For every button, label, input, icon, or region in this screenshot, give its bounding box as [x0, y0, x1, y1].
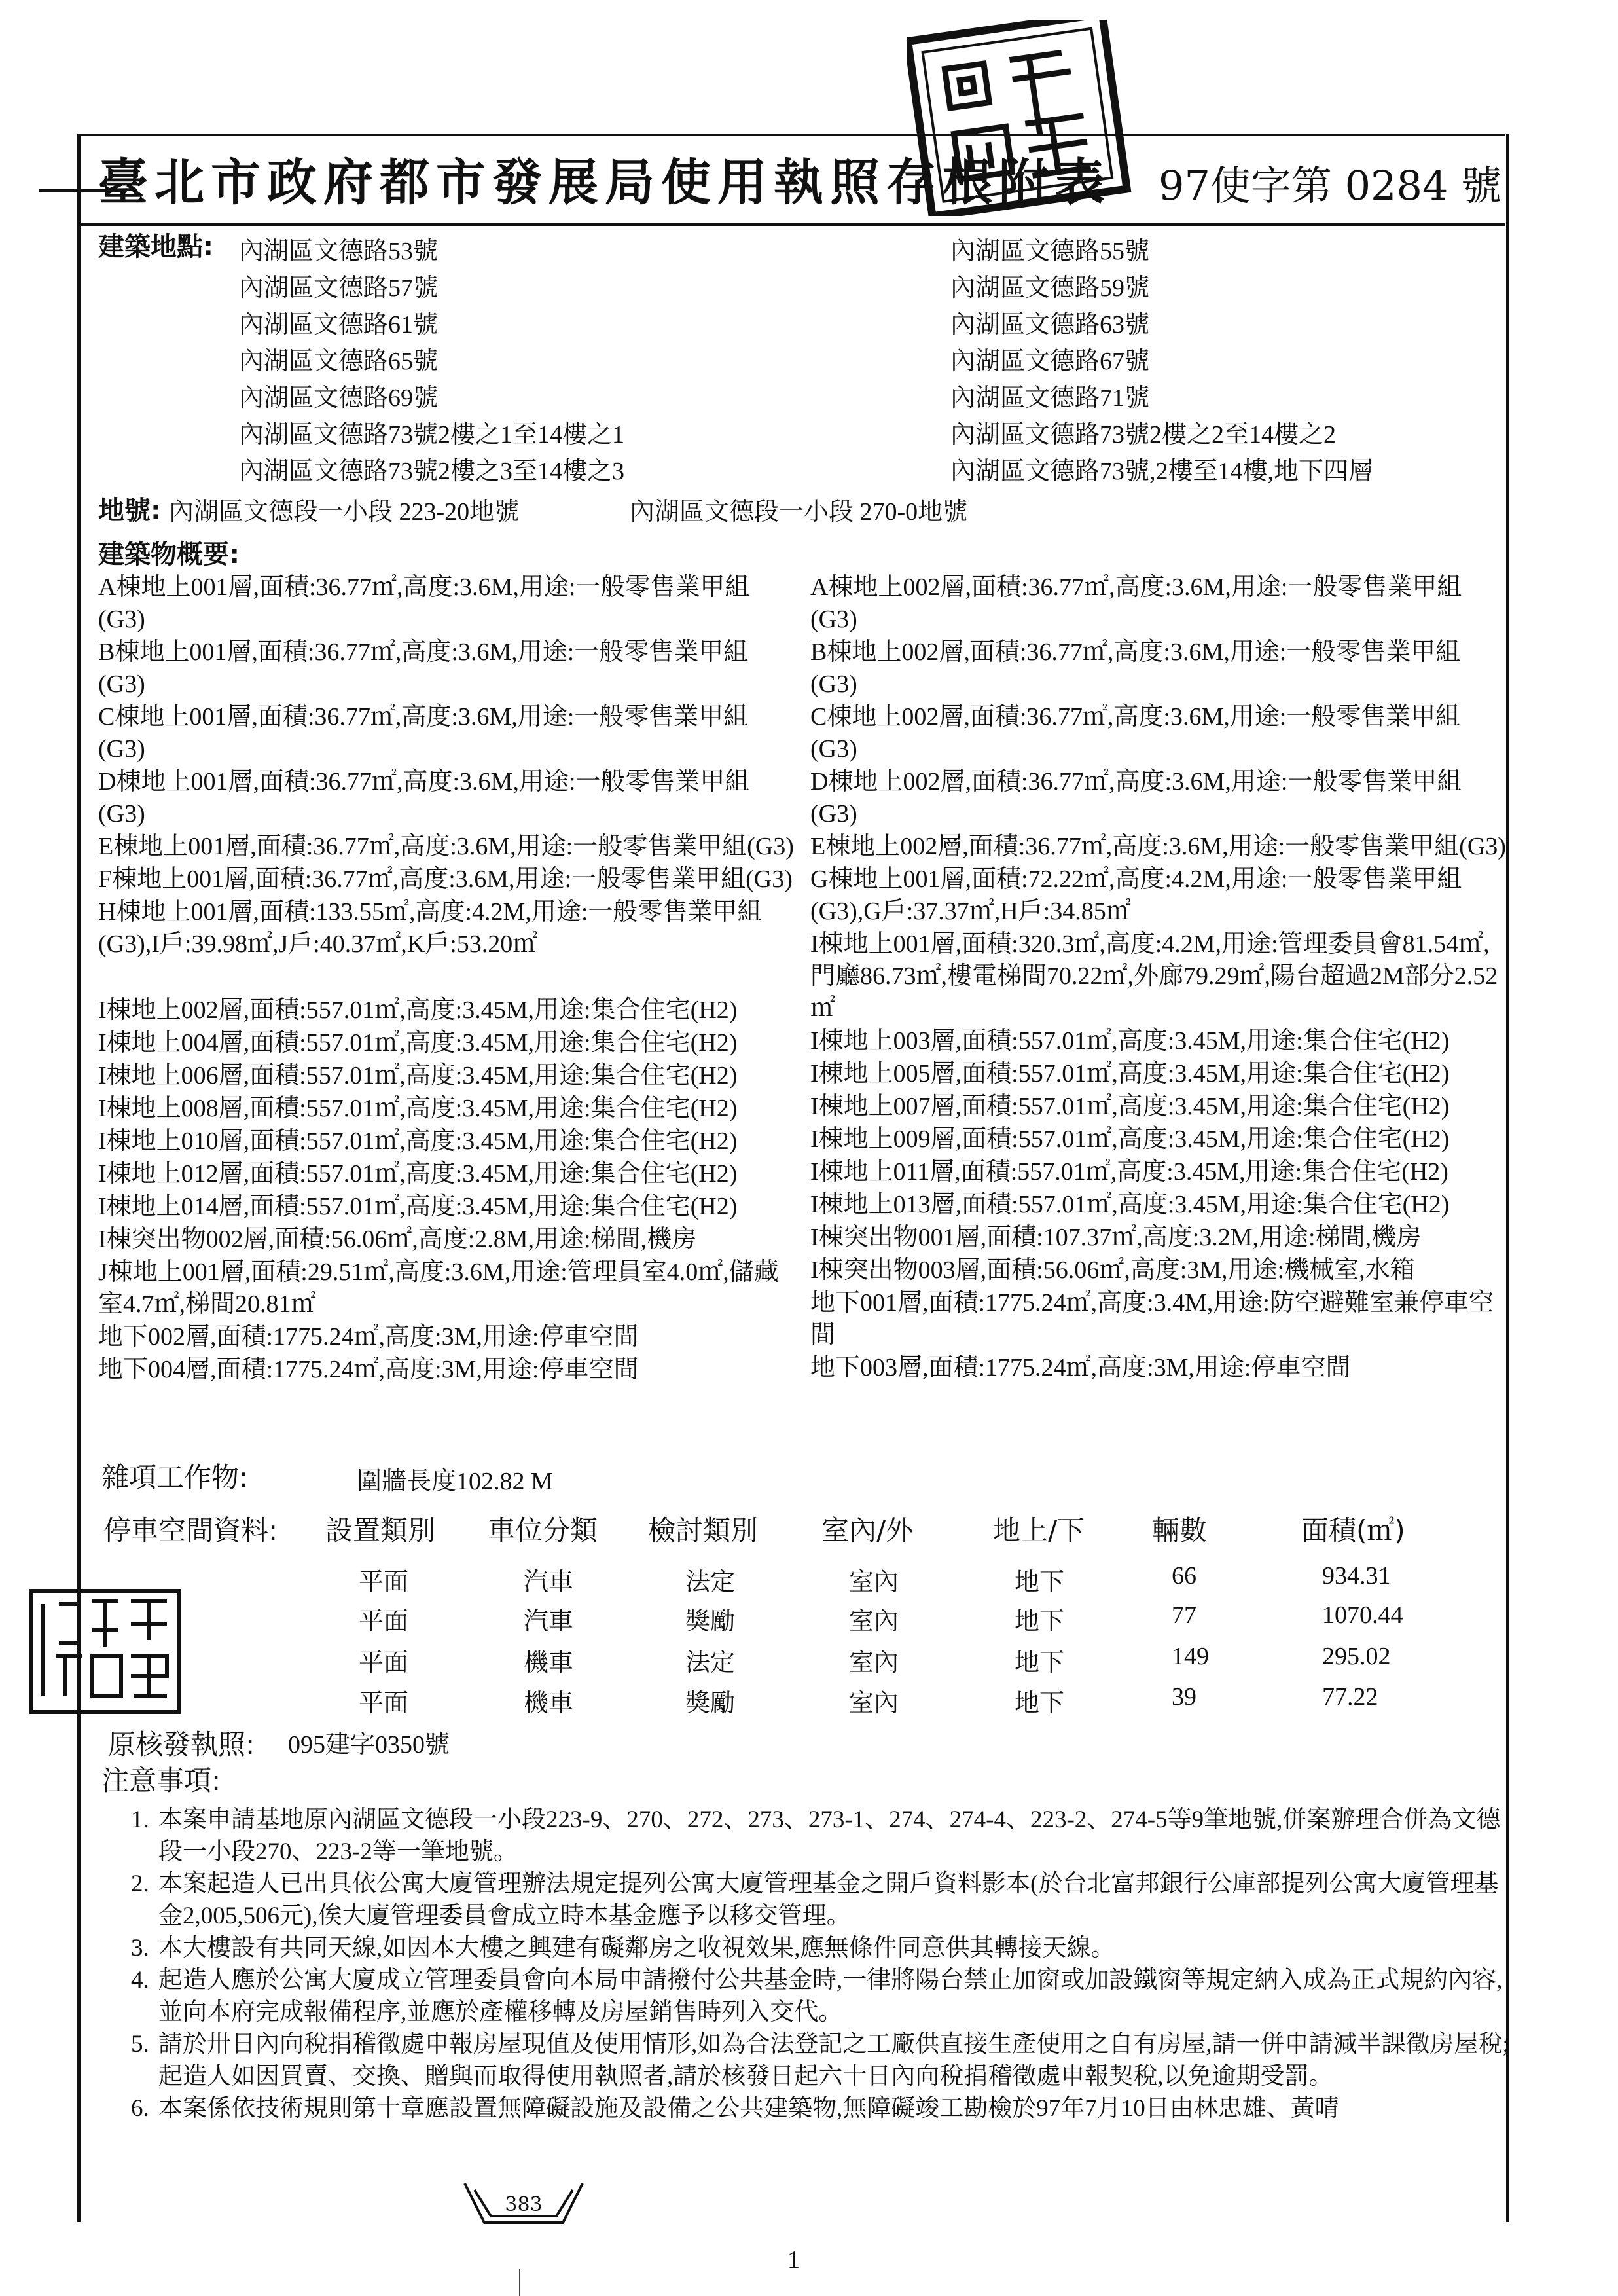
note-item [131, 1932, 1519, 1964]
overview-item: I棟地上014層,面積:557.01㎡,高度:3.45M,用途:集合住宅(H2) [98, 1193, 738, 1220]
parking-cell: 平面 [359, 1569, 409, 1596]
overview-item: J棟地上001層,面積:29.51㎡,高度:3.6M,用途:管理員室4.0㎡,儲藏室4.7㎡,梯間20.81㎡ [98, 1258, 779, 1318]
overview-item: I棟地上004層,面積:557.01㎡,高度:3.45M,用途:集合住宅(H2) [98, 1029, 738, 1057]
parking-cell: 室內 [849, 1690, 899, 1717]
overview-left-column [98, 572, 795, 1387]
original-permit-value: 095建字0350號 [288, 1731, 450, 1758]
parking-header: 室內/外 [821, 1514, 914, 1546]
overview-item: I棟突出物001層,面積:107.37㎡,高度:3.2M,用途:梯間,機房 [810, 1224, 1422, 1251]
parking-cell: 平面 [359, 1608, 409, 1635]
parking-cell: 77 [1172, 1601, 1196, 1629]
notes-label: 注意事項: [101, 1764, 221, 1796]
overview-item: D棟地上001層,面積:36.77㎡,高度:3.6M,用途:一般零售業甲組(G3) [98, 768, 750, 828]
parking-cell: 汽車 [524, 1569, 574, 1596]
overview-item: C棟地上002層,面積:36.77㎡,高度:3.6M,用途:一般零售業甲組(G3) [810, 703, 1461, 763]
note-text: 本案申請基地原內湖區文德段一小段223-9、270、272、273、273-1、274、274-4、223-2、274-5等9筆地號,併案辦理合併為文德段一小段270、223-2等一筆地號。 [158, 1806, 1501, 1865]
address-line: 內湖區文德路57號 [239, 274, 439, 302]
overview-item: I棟地上008層,面積:557.01㎡,高度:3.45M,用途:集合住宅(H2) [98, 1095, 738, 1122]
parking-cell: 機車 [524, 1649, 574, 1677]
overview-item: I棟地上002層,面積:557.01㎡,高度:3.45M,用途:集合住宅(H2) [98, 996, 738, 1024]
address-line: 內湖區文德路73號2樓之1至14樓之1 [239, 421, 625, 448]
bureau-seal-stamp [26, 1571, 187, 1722]
address-line: 內湖區文德路61號 [239, 311, 439, 338]
page-number: 1 [787, 2246, 800, 2274]
parking-header: 地上/下 [993, 1514, 1085, 1546]
parking-cell: 39 [1172, 1683, 1196, 1711]
overview-item: I棟地上013層,面積:557.01㎡,高度:3.45M,用途:集合住宅(H2) [810, 1191, 1450, 1218]
parking-cell: 295.02 [1322, 1643, 1391, 1670]
note-number: 1. [131, 1806, 149, 1833]
address-line: 內湖區文德路71號 [950, 384, 1150, 412]
title-main: 臺北市政府都市發展局使用執照存根 [98, 153, 999, 211]
note-number: 4. [131, 1967, 149, 1994]
original-permit-label: 原核發執照: [108, 1728, 255, 1760]
overview-item: I棟突出物002層,面積:56.06㎡,高度:2.8M,用途:梯間,機房 [98, 1226, 697, 1253]
overview-item: I棟地上007層,面積:557.01㎡,高度:3.45M,用途:集合住宅(H2) [810, 1093, 1450, 1120]
address-line: 內湖區文德路69號 [239, 384, 439, 412]
address-label: 建築地點: [98, 232, 213, 262]
stamp-number-text: 383 [505, 2193, 543, 2216]
overview-item: A棟地上002層,面積:36.77㎡,高度:3.6M,用途:一般零售業甲組(G3) [810, 574, 1462, 633]
note-text: 本大樓設有共同天線,如因本大樓之興建有礙鄰房之收視效果,應無條件同意供其轉接天線。 [158, 1935, 1115, 1961]
parking-cell: 149 [1172, 1643, 1209, 1670]
parking-cell: 獎勵 [685, 1608, 736, 1635]
scan-mark [519, 2269, 520, 2296]
parking-cell: 934.31 [1322, 1562, 1391, 1590]
parking-cell: 法定 [685, 1649, 736, 1677]
title-tail: 附表 [999, 153, 1111, 211]
overview-item: I棟突出物003層,面積:56.06㎡,高度:3M,用途:機械室,水箱 [810, 1256, 1415, 1284]
overview-item: 地下001層,面積:1775.24㎡,高度:3.4M,用途:防空避難室兼停車空間 [810, 1289, 1494, 1349]
parking-cell: 法定 [685, 1569, 736, 1596]
document-title [98, 143, 1111, 214]
overview-item: I棟地上001層,面積:320.3㎡,高度:4.2M,用途:管理委員會81.54㎡,門廳86.73㎡,樓電梯間70.22㎡,外廊79.29㎡,陽台超過2M部分2.52㎡ [810, 930, 1498, 1022]
note-text: 本案係依技術規則第十章應設置無障礙設施及設備之公共建築物,無障礙竣工勘檢於97年7月10日由林忠雄、黃晴 [158, 2095, 1339, 2122]
address-line: 內湖區文德路53號 [239, 238, 439, 265]
parking-cell: 獎勵 [685, 1690, 736, 1717]
parking-cell: 地下 [1015, 1608, 1065, 1635]
parking-cell: 地下 [1015, 1690, 1065, 1717]
note-item [131, 1964, 1519, 2028]
parking-cell: 室內 [849, 1608, 899, 1635]
parking-cell: 室內 [849, 1649, 899, 1677]
overview-item: I棟地上003層,面積:557.01㎡,高度:3.45M,用途:集合住宅(H2) [810, 1027, 1450, 1055]
note-item [131, 1868, 1519, 1932]
overview-item: E棟地上002層,面積:36.77㎡,高度:3.6M,用途:一般零售業甲組(G3) [810, 833, 1506, 860]
note-number: 5. [131, 2031, 149, 2058]
misc-works-value: 圍牆長度102.82 M [357, 1468, 553, 1495]
parking-cell: 平面 [359, 1649, 409, 1677]
overview-item: I棟地上005層,面積:557.01㎡,高度:3.45M,用途:集合住宅(H2) [810, 1060, 1450, 1087]
parking-header: 設置類別 [325, 1514, 436, 1546]
note-item [131, 2092, 1519, 2124]
address-right-list [950, 233, 1373, 490]
parking-header: 面積(㎡) [1301, 1514, 1405, 1546]
parking-header: 檢討類別 [648, 1514, 759, 1546]
address-line: 內湖區文德路67號 [950, 348, 1150, 375]
overview-item: D棟地上002層,面積:36.77㎡,高度:3.6M,用途:一般零售業甲組(G3) [810, 768, 1462, 828]
overview-item: G棟地上001層,面積:72.22㎡,高度:4.2M,用途:一般零售業甲組(G3),G戶:37.37㎡,H戶:34.85㎡ [810, 866, 1462, 925]
parking-cell: 66 [1172, 1562, 1196, 1590]
overview-item: I棟地上012層,面積:557.01㎡,高度:3.45M,用途:集合住宅(H2) [98, 1160, 738, 1188]
parking-header: 車位分類 [488, 1514, 598, 1546]
note-text: 請於卅日內向稅捐稽徵處申報房屋現值及使用情形,如為合法登記之工廠供直接生產使用之自有房屋,請一併申請減半課徵房屋稅;起造人如因買賣、交換、贈與而取得使用執照者,請於核發日起六十日內向稅捐稽徵處申報契稅,以免逾期受罰。 [158, 2031, 1509, 2090]
overview-item: 地下004層,面積:1775.24㎡,高度:3M,用途:停車空間 [98, 1356, 639, 1383]
title-separator-line [77, 223, 1505, 226]
address-left-list [239, 233, 624, 490]
parking-cell: 77.22 [1322, 1683, 1378, 1711]
note-number: 3. [131, 1935, 149, 1961]
note-number: 2. [131, 1870, 149, 1897]
lot-value-2: 內湖區文德段一小段 270-0地號 [630, 498, 968, 526]
permit-number: 97使字第 0284 號 [1159, 162, 1502, 210]
overview-right-column [810, 572, 1507, 1385]
parking-cell: 地下 [1015, 1569, 1065, 1596]
overview-item: B棟地上002層,面積:36.77㎡,高度:3.6M,用途:一般零售業甲組(G3) [810, 638, 1461, 698]
address-line: 內湖區文德路73號2樓之3至14樓之3 [239, 458, 625, 485]
overview-item: E棟地上001層,面積:36.77㎡,高度:3.6M,用途:一般零售業甲組(G3) [98, 833, 794, 860]
parking-cell: 室內 [849, 1569, 899, 1596]
address-line: 內湖區文德路65號 [239, 348, 439, 375]
overview-item: B棟地上001層,面積:36.77㎡,高度:3.6M,用途:一般零售業甲組(G3) [98, 638, 749, 698]
parking-header: 輛數 [1152, 1514, 1208, 1546]
note-item [131, 2028, 1519, 2092]
overview-item: I棟地上006層,面積:557.01㎡,高度:3.45M,用途:集合住宅(H2) [98, 1062, 738, 1089]
lot-label: 地號: [98, 496, 161, 526]
parking-cell: 地下 [1015, 1649, 1065, 1677]
address-line: 內湖區文德路59號 [950, 274, 1150, 302]
overview-item: H棟地上001層,面積:133.55㎡,高度:4.2M,用途:一般零售業甲組(G3),I戶:39.98㎡,J戶:40.37㎡,K戶:53.20㎡ [98, 898, 763, 958]
parking-cell: 1070.44 [1322, 1601, 1403, 1629]
overview-item: A棟地上001層,面積:36.77㎡,高度:3.6M,用途:一般零售業甲組(G3) [98, 574, 750, 633]
address-line: 內湖區文德路73號,2樓至14樓,地下四層 [950, 458, 1374, 485]
overview-item: C棟地上001層,面積:36.77㎡,高度:3.6M,用途:一般零售業甲組(G3) [98, 703, 749, 763]
overview-item: 地下002層,面積:1775.24㎡,高度:3M,用途:停車空間 [98, 1323, 639, 1351]
page-number-stamp [458, 2177, 589, 2232]
parking-cell: 平面 [359, 1690, 409, 1717]
overview-item: I棟地上010層,面積:557.01㎡,高度:3.45M,用途:集合住宅(H2) [98, 1127, 738, 1155]
misc-works-label: 雜項工作物: [101, 1461, 249, 1493]
note-number: 6. [131, 2095, 149, 2122]
address-line: 內湖區文德路55號 [950, 238, 1150, 265]
address-line: 內湖區文德路73號2樓之2至14樓之2 [950, 421, 1337, 448]
overview-item: F棟地上001層,面積:36.77㎡,高度:3.6M,用途:一般零售業甲組(G3) [98, 866, 793, 893]
parking-label: 停車空間資料: [103, 1514, 278, 1546]
address-line: 內湖區文德路63號 [950, 311, 1150, 338]
note-item [131, 1804, 1519, 1868]
overview-item: I棟地上009層,面積:557.01㎡,高度:3.45M,用途:集合住宅(H2) [810, 1125, 1450, 1153]
notes-list [131, 1804, 1519, 2124]
lot-value-1: 內湖區文德段一小段 223-20地號 [169, 498, 520, 526]
overview-item: 地下003層,面積:1775.24㎡,高度:3M,用途:停車空間 [810, 1354, 1351, 1381]
note-text: 本案起造人已出具依公寓大廈管理辦法規定提列公寓大廈管理基金之開戶資料影本(於台北富邦銀行公庫部提列公寓大廈管理基金2,005,506元),俟大廈管理委員會成立時本基金應予以移交管理。 [158, 1870, 1499, 1929]
parking-cell: 汽車 [524, 1608, 574, 1635]
note-text: 起造人應於公寓大廈成立管理委員會向本局申請撥付公共基金時,一律將陽台禁止加窗或加設鐵窗等規定納入成為正式規約內容,並向本府完成報備程序,並應於產權移轉及房屋銷售時列入交代。 [158, 1967, 1503, 2026]
parking-cell: 機車 [524, 1690, 574, 1717]
overview-item: I棟地上011層,面積:557.01㎡,高度:3.45M,用途:集合住宅(H2) [810, 1158, 1448, 1186]
overview-label: 建築物概要: [98, 539, 240, 570]
